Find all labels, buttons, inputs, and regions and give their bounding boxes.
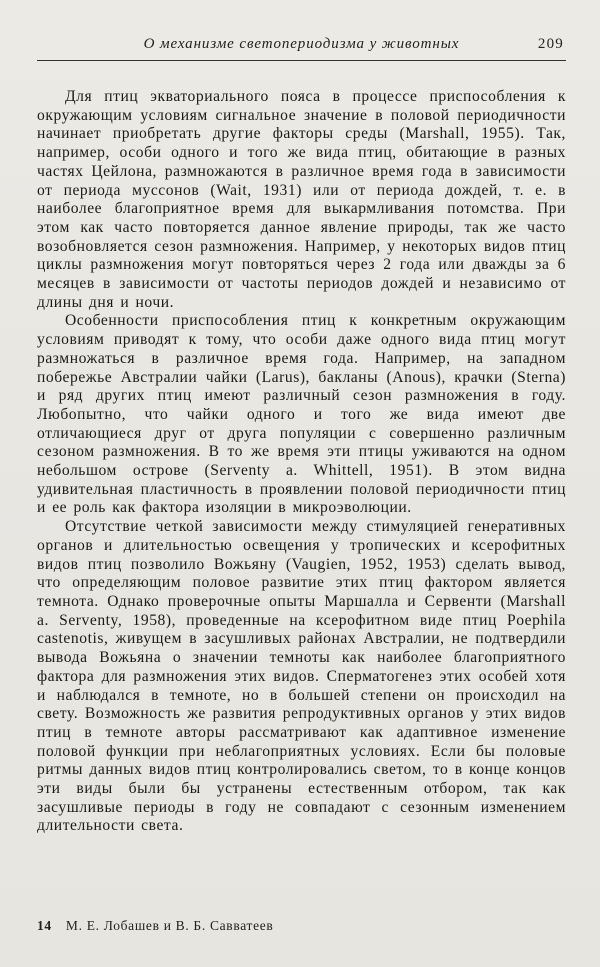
running-header (37, 36, 566, 58)
text-block (37, 36, 566, 836)
paragraph-2: Особенности приспособления птиц к конкретным окружающим условиям приводят к тому, что особи даже одного вида птиц могут размножаться в различное время года. Например, на западном побережье Австралии чайки (Larus), бакланы (Anous), крачки (Sterna) и ряд других птиц имеют различный сезон размножения в году. Любопытно, что чайки одного и того же вида имеют две отличающиеся друг от друга популяции с совершенно различным сезоном размножения. В то же время эти птицы уживаются на одном небольшом острове (Serventy a. Whittell, 1951). В этом видна удивительная пластичность в проявлении половой периодичности птиц и ее роль как фактора изоляции в микроэволюции. (37, 312, 566, 517)
footer-signature (37, 918, 274, 934)
body-text (37, 88, 566, 836)
header-rule (37, 60, 566, 61)
running-title: О механизме светопериодизма у животных (143, 36, 460, 52)
paragraph-3: Отсутствие четкой зависимости между стимуляцией генеративных органов и длительностью освещения у тропических и ксерофитных видов птиц позволило Вожьяну (Vaugien, 1952, 1953) сделать вывод, что определяющим половое развитие этих птиц фактором является темнота. Однако проверочные опыты Маршалла и Сервенти (Marshall a. Serventy, 1958), проведенные на ксерофитном виде птиц Poephila castenotis, живущем в засушливых районах Австралии, не подтвердили вывода Вожьяна о значении темноты как наиболее благоприятного фактора для размножения этих видов. Сперматогенез этих особей хотя и наблюдался в темноте, но в большей степени он происходил на свету. Возможность же развития репродуктивных органов у этих видов птиц в темноте авторы рассматривают как адаптивное изменение половой функции при неблагоприятных условиях. Если бы половые ритмы данных видов птиц контролировались светом, то в конце концов эти виды были бы устранены естественным отбором, так как засушливые периоды в году не совпадают с сезонным изменением длительности света. (37, 518, 566, 835)
page-number: 209 (537, 36, 564, 52)
signature-authors: М. Е. Лобашев и В. Б. Савватеев (65, 918, 274, 933)
signature-number: 14 (37, 918, 52, 933)
paragraph-1: Для птиц экваториального пояса в процессе приспособления к окружающим условиям сигнальное значение в половой периодичности начинает приобретать другие факторы среды (Marshall, 1955). Так, например, особи одного и того же вида птиц, обитающие в разных частях Цейлона, размножаются в различное время года в зависимости от периода муссонов (Wait, 1931) или от периода дождей, т. е. в наиболее благоприятное время для выкармливания потомства. При этом как часто повторяется данное явление природы, так же часто возобновляется сезон размножения. Например, у некоторых видов птиц циклы размножения могут повторяться через 2 года или дважды за 6 месяцев в зависимости от частоты периодов дождей и независимо от длины дня и ночи. (37, 88, 566, 311)
